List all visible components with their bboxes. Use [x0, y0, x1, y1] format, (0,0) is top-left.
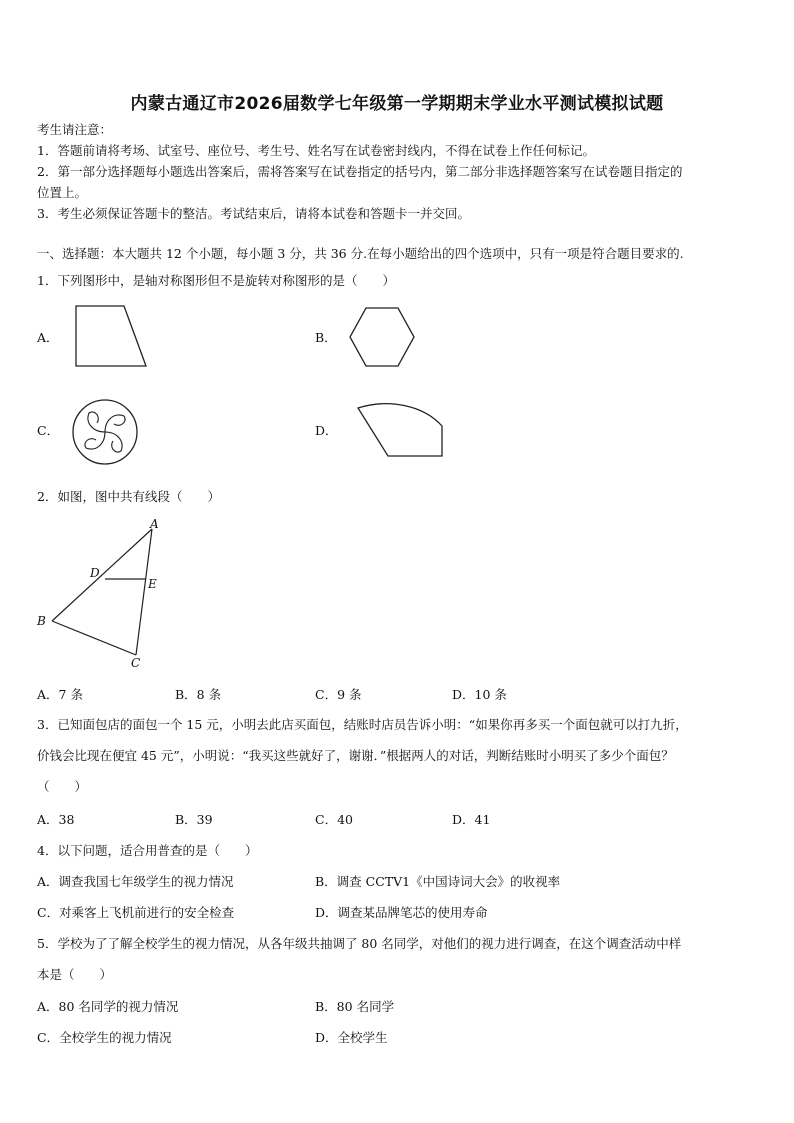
q1-option-b-label: B． [315, 330, 337, 345]
notice-item: 1．答题前请将考场、试室号、座位号、考生号、姓名写在试卷密封线内，不得在试卷上作任何标记。 [37, 143, 595, 158]
q2-option-d: D．10 条 [452, 687, 507, 702]
q1-option-c-pinwheel-circle [68, 398, 142, 468]
q2-option-c: C．9 条 [315, 687, 362, 702]
q1-option-c-label: C． [37, 423, 60, 438]
q1-option-a-trapezoid [70, 302, 150, 372]
q4-option-d: D．调查某品牌笔芯的使用寿命 [315, 905, 488, 920]
q4-option-b: B．调查 CCTV1《中国诗词大会》的收视率 [315, 874, 561, 889]
q5-option-b: B．80 名同学 [315, 999, 395, 1014]
q2-option-a: A．7 条 [37, 687, 83, 702]
q3-option-a: A．38 [37, 812, 75, 827]
q3-option-c: C．40 [315, 812, 353, 827]
notice-item: 2．第一部分选择题每小题选出答案后，需将答案写在试卷指定的括号内，第二部分非选择题答案写在试卷题目指定的 [37, 164, 683, 179]
page-title: 内蒙古通辽市2026届数学七年级第一学期期末学业水平测试模拟试题 [130, 94, 664, 114]
question-3-stem: （ ） [37, 779, 88, 794]
label-e: E [148, 577, 157, 591]
q2-triangle-figure [34, 515, 174, 675]
q3-option-b: B．39 [175, 812, 213, 827]
notice-item: 位置上。 [37, 185, 88, 200]
question-5-stem: 5．学校为了了解全校学生的视力情况，从各年级共抽调了 80 名同学，对他们的视力进行调查，在这个调查活动中样 [37, 936, 682, 951]
q1-option-b-hexagon [348, 305, 420, 369]
question-1-stem: 1．下列图形中，是轴对称图形但不是旋转对称图形的是（ ） [37, 273, 395, 288]
section-heading: 一、选择题：本大题共 12 个小题，每小题 3 分，共 36 分.在每小题给出的四个选项中，只有一项是符合题目要求的. [37, 246, 684, 261]
q5-option-c: C．全校学生的视力情况 [37, 1030, 172, 1045]
question-5-stem: 本是（ ） [37, 967, 113, 982]
label-d: D [90, 566, 100, 580]
q5-option-d: D．全校学生 [315, 1030, 388, 1045]
question-3-stem: 3．已知面包店的面包一个 15 元，小明去此店买面包，结账时店员告诉小明：“如果你再多买一个面包就可以打九折， [37, 717, 688, 732]
question-2-stem: 2．如图，图中共有线段（ ） [37, 489, 220, 504]
q3-option-d: D．41 [452, 812, 491, 827]
notice-item: 3．考生必须保证答题卡的整洁。考试结束后，请将本试卷和答题卡一并交回。 [37, 206, 470, 221]
notice-heading: 考生请注意： [37, 122, 113, 137]
q5-option-a: A．80 名同学的视力情况 [37, 999, 179, 1014]
q4-option-c: C．对乘客上飞机前进行的安全检查 [37, 905, 235, 920]
q2-option-b: B．8 条 [175, 687, 222, 702]
question-3-stem: 价钱会比现在便宜 45 元”，小明说：“我买这些就好了，谢谢．”根据两人的对话，判断结账时小明买了多少个面包？ [37, 748, 674, 763]
q1-option-d-sector [352, 398, 448, 462]
q1-option-d-label: D． [315, 423, 338, 438]
q4-option-a: A．调查我国七年级学生的视力情况 [37, 874, 234, 889]
label-c: C [131, 656, 141, 670]
question-4-stem: 4．以下问题，适合用普查的是（ ） [37, 843, 258, 858]
q1-option-a-label: A． [37, 330, 59, 345]
label-b: B [37, 614, 46, 628]
label-a: A [150, 517, 159, 531]
